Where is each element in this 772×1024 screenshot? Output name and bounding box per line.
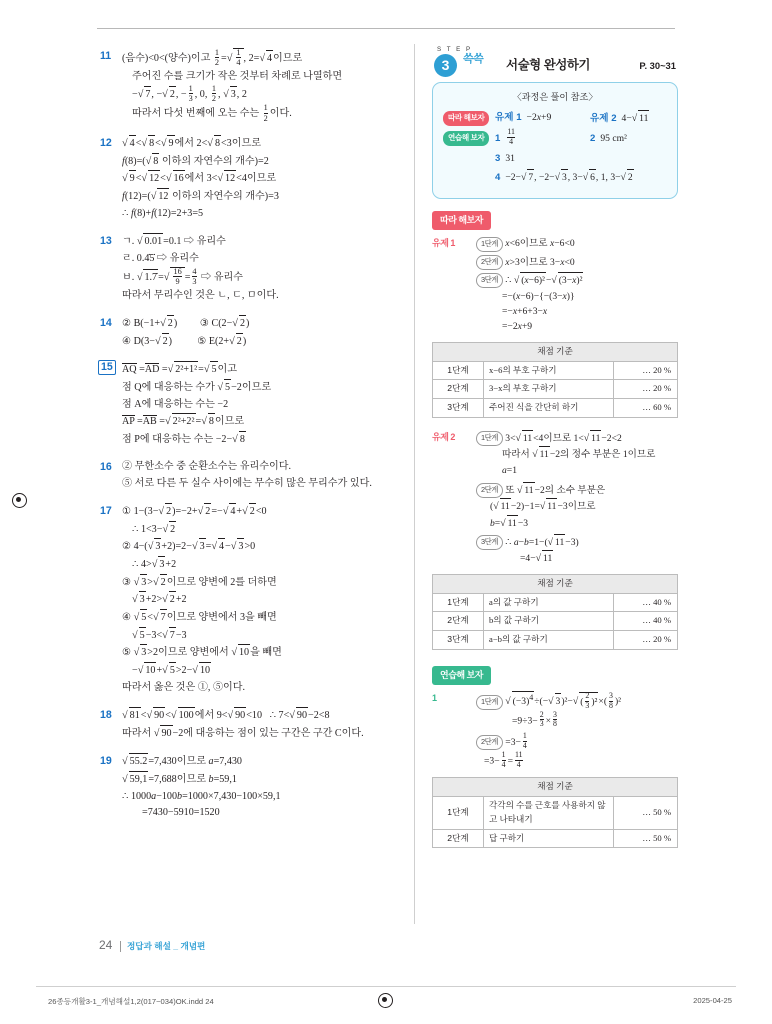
solution-line: − √ 7, − √ 2, − $\frac{1}{3}$ , 0, $\frac{1}{2}$ , √ 3, 2 <box>122 85 400 105</box>
solution-line: ∴ 1000a−100b=1000×7,430−100×59,1 <box>122 790 281 802</box>
rubric-pct: … 20 % <box>614 631 678 650</box>
step-block <box>432 482 678 532</box>
rubric-desc: 답 구하기 <box>484 829 614 848</box>
answer-value: 4−√ 11 <box>622 113 650 124</box>
rubric-desc: a−b의 값 구하기 <box>484 631 614 650</box>
rubric-step: 2단계 <box>433 380 484 399</box>
step-block <box>432 272 678 335</box>
table-row <box>433 399 678 418</box>
rubric-pct: … 50 % <box>614 829 678 848</box>
problem-header <box>432 236 678 251</box>
solution-line: √ 59,1=7,688이므로 b=59,1 <box>122 771 400 789</box>
step-line: =9÷3− $\frac{2}{3}$ × $\frac{3}{8}$ <box>512 709 557 729</box>
rubric-pct: … 40 % <box>614 612 678 631</box>
answer-number: 4 <box>495 172 501 184</box>
table-row <box>433 593 678 612</box>
answer-number: 1 <box>495 132 501 144</box>
step-chip: 1단계 <box>476 431 503 446</box>
solution-line: √ 5−3< √ 7−3 <box>122 627 400 645</box>
solution-line: ⑤ √ 3>2이므로 양변에서 √ 10을 빼면 <box>122 644 400 662</box>
step-chip: 2단계 <box>476 483 503 498</box>
solution-line: ② B(−1+ √ 2) ③ C(2− √ 2) <box>122 315 400 333</box>
step-line: x>3이므로 3−x<0 <box>505 256 575 268</box>
rubric-pct: … 60 % <box>614 399 678 418</box>
section-label-practice: 연습해 보자 <box>432 666 491 685</box>
solution-line: 점 P에 대응하는 수는 −2− √ 8 <box>122 431 400 449</box>
solution-line: √ 9< √ 12< √ 16에서 3< √ 12<4이므로 <box>122 170 400 188</box>
item-number: 11 <box>100 50 112 62</box>
rubric-step: 3단계 <box>433 631 484 650</box>
table-row <box>433 380 678 399</box>
solution-line: ㄱ. √ 0.01=0.1 ⇨ 유리수 <box>122 233 400 251</box>
answer-value: $\frac{11}{4}$ <box>507 127 515 147</box>
solution-line: (음수)<0<(양수)이고 $\frac{1}{2}$ =√ $\frac{1}{4}$ , 2= √ 4이므로 <box>122 48 400 69</box>
rubric-header: 채점 기준 <box>433 574 678 593</box>
item-number: 19 <box>100 755 112 768</box>
answer-value: 95 cm² <box>600 133 627 145</box>
top-rule <box>97 28 675 29</box>
section-label-follow: 따라 해보자 <box>432 211 491 230</box>
problem-key: 유제 2 <box>432 431 455 442</box>
rubric-header-row <box>433 574 678 593</box>
tag-practice: 연습해 보자 <box>443 131 489 146</box>
step-line: a=1 <box>502 465 518 477</box>
answer-summary-box <box>432 82 678 199</box>
answer-number: 2 <box>590 133 596 145</box>
problem-header <box>432 430 678 479</box>
step-chip: 3단계 <box>476 535 503 550</box>
tag-follow: 따라 해보자 <box>443 111 489 126</box>
solution-line: ∴ 1<3− √ 2 <box>122 521 400 539</box>
problem-key: 유제 1 <box>432 238 455 249</box>
answer-caption: 〈과정은 풀이 참조〉 <box>512 92 598 102</box>
rubric-table <box>432 574 678 650</box>
step-block <box>432 255 678 270</box>
solution-line: 따라서 옳은 것은 ①, ⑤이다. <box>122 681 246 693</box>
step-line: =−(x−6)−{−(3−x)} <box>502 290 575 302</box>
rubric-header: 채점 기준 <box>433 778 678 797</box>
solution-line: ④ D(3− √ 2) ⑤ E(2+ √ 2) <box>122 333 400 351</box>
table-row <box>433 797 678 830</box>
solution-line: √ 55.2=7,430이므로 a=7,430 <box>122 753 400 771</box>
rubric-desc: 각각의 수를 근호를 사용하지 않고 나타내기 <box>484 797 614 830</box>
rubric-table <box>432 342 678 418</box>
step-page-ref: P. 30~31 <box>639 60 676 71</box>
solution-line: ② 무한소수 중 순환소수는 유리수이다. <box>122 461 291 473</box>
solution-line: ② 4−( √ 3+2)=2− √ 3= √ 4− √ 3>0 <box>122 538 400 556</box>
rubric-step: 3단계 <box>433 399 484 418</box>
table-row <box>433 612 678 631</box>
problem-header <box>432 691 678 730</box>
solution-line: √ 4< √ 8< √ 9에서 2< √ 8<3이므로 <box>122 135 400 153</box>
answer-row-follow <box>443 110 667 127</box>
step-chip: 2단계 <box>476 255 503 270</box>
page-number: 24 <box>99 938 113 952</box>
print-file-name: 26종등개활3-1_개념해설1,2(017~034)OK.indd 24 <box>48 997 214 1006</box>
step-chip: 1단계 <box>476 695 503 710</box>
solution-line: 따라서 무리수인 것은 ㄴ, ㄷ, ㅁ이다. <box>122 289 279 301</box>
solution-item <box>100 707 400 742</box>
step-korean-mark: 쓱쓱 <box>463 53 484 65</box>
page-number-divider <box>120 941 121 952</box>
answer-number: 3 <box>495 153 501 165</box>
rubric-desc: 3−x의 부호 구하기 <box>484 380 614 399</box>
item-number: 15 <box>98 360 116 375</box>
item-number: 13 <box>100 234 112 247</box>
step-block <box>432 733 678 770</box>
answer-row-practice-1 <box>443 129 667 148</box>
rubric-pct: … 40 % <box>614 593 678 612</box>
solution-line: ∴ 4> √ 3+2 <box>122 556 400 574</box>
step-line: =4− √ 11 <box>476 550 678 567</box>
problem-block <box>432 430 678 650</box>
rubric-header-row <box>433 342 678 361</box>
rubric-step: 2단계 <box>433 612 484 631</box>
solution-item <box>100 233 400 304</box>
solution-line: =7430−5910=1520 <box>142 807 220 819</box>
step-number-badge: 3 <box>434 54 457 77</box>
solution-item <box>100 753 400 821</box>
step-line: 따라서 √ 11−2의 정수 부분은 1이므로 <box>476 446 678 463</box>
step-header <box>432 46 678 80</box>
problem-key: 1 <box>432 693 437 704</box>
item-number: 18 <box>100 708 112 721</box>
answer-value: 31 <box>505 153 515 165</box>
answer-row-practice-3 <box>443 169 667 186</box>
step-line: =3− $\frac{1}{4}$ = $\frac{11}{4}$ <box>484 749 523 769</box>
solution-line: 점 A에 대응하는 수는 −2 <box>122 398 229 410</box>
solution-line: ① 1−(3− √ 2)=−2+ √ 2=− √ 4+ √ 2<0 <box>122 503 400 521</box>
registration-mark-left <box>12 493 27 508</box>
solution-item <box>100 135 400 222</box>
item-number: 14 <box>100 316 112 329</box>
solution-line: f(8)=( √ 8 이하의 자연수의 개수)=2 <box>122 153 400 171</box>
step-word: S T E P <box>437 46 473 53</box>
step-line: ( √ 11−2)−1= √ 11−3이므로 <box>476 498 678 515</box>
rubric-header-row <box>433 778 678 797</box>
step-line: x<6이므로 x−6<0 <box>505 238 575 250</box>
step-chip: 2단계 <box>476 735 503 750</box>
solution-item <box>100 361 400 448</box>
rubric-pct: … 20 % <box>614 361 678 380</box>
solution-line: AQ =AD = √ 2²+1²= √ 5이고 <box>122 361 400 379</box>
column-divider <box>414 44 415 924</box>
step-line: 3< √ 11<4이므로 1< √ 11−2<2 <box>505 433 622 444</box>
solution-item <box>100 503 400 696</box>
solution-line: √ 81< √ 90< √ 100에서 9< √ 90<10 ∴ 7< √ 90−2<8 <box>122 707 400 725</box>
solution-line: 따라서 다섯 번째에 오는 수는 $\frac{1}{2}$ 이다. <box>132 103 292 123</box>
item-number: 12 <box>100 136 112 149</box>
solution-item <box>100 48 400 124</box>
solution-item <box>100 459 400 492</box>
answer-label: 유제 1 <box>495 112 522 124</box>
left-column <box>100 48 400 832</box>
step-line: √ $(-3)^4\div(-$ √ 3)²−√ ( $\frac{2}{3}$ )²×( $\frac{3}{8}$ )² <box>505 696 621 707</box>
page-footer-label: 정답과 해설 _ 개념편 <box>127 941 206 951</box>
rubric-pct: … 20 % <box>614 380 678 399</box>
solution-line: √ 3+2> √ 2+2 <box>122 591 400 609</box>
step-title: 서술형 완성하기 <box>506 58 590 72</box>
solution-line: ⑤ 서로 다른 두 실수 사이에는 무수히 많은 무리수가 있다. <box>122 477 372 489</box>
footer-rule <box>36 986 736 987</box>
step-block <box>432 534 678 567</box>
step-line: =3− $\frac{1}{4}$ <box>505 731 527 751</box>
table-row <box>433 829 678 848</box>
step-line: ∴ a−b=1−( √ 11−3) <box>505 537 578 548</box>
rubric-table <box>432 777 678 848</box>
rubric-header: 채점 기준 <box>433 342 678 361</box>
solution-line: ㄹ. 0.4̇5̇ ⇨ 유리수 <box>122 252 199 264</box>
rubric-desc: 주어진 식을 간단히 하기 <box>484 399 614 418</box>
answer-value: −2x+9 <box>526 112 552 124</box>
print-date: 2025-04-25 <box>693 996 732 1005</box>
right-column <box>432 46 678 852</box>
rubric-step: 1단계 <box>433 797 484 830</box>
item-number: 17 <box>100 504 112 517</box>
rubric-step: 2단계 <box>433 829 484 848</box>
solution-line: f(12)=( √ 12 이하의 자연수의 개수)=3 <box>122 188 400 206</box>
step-line: ∴ √ (x−6)²− √ (3−x)² <box>505 275 583 286</box>
rubric-step: 1단계 <box>433 593 484 612</box>
rubric-desc: x−6의 부호 구하기 <box>484 361 614 380</box>
item-number: 16 <box>100 461 112 474</box>
answer-row-practice-2 <box>443 151 667 166</box>
solution-line: ㅂ. √ 1.7̇=√ $\frac{16}{9}$ = $\frac{4}{3}$ ⇨ 유리수 <box>122 267 400 288</box>
step-chip: 1단계 <box>476 237 503 252</box>
answer-label: 유제 2 <box>590 112 617 124</box>
registration-mark-bottom <box>378 993 393 1008</box>
solution-line: 따라서 √ 90−2에 대응하는 점이 있는 구간은 구간 C이다. <box>122 725 400 743</box>
problem-block <box>432 236 678 417</box>
solution-line: ∴ f(8)+f(12)=2+3=5 <box>122 207 204 219</box>
solution-line: ③ √ 3> √ 2이므로 양변에 2를 더하면 <box>122 574 400 592</box>
step-line: =−2x+9 <box>502 321 533 333</box>
solution-line: AP =AB = √ 2²+2²= √ 8이므로 <box>122 413 400 431</box>
step-line: =−x+6+3−x <box>502 306 548 318</box>
problem-block <box>432 691 678 848</box>
rubric-pct: … 50 % <box>614 797 678 830</box>
rubric-step: 1단계 <box>433 361 484 380</box>
step-line: 또 √ 11−2의 소수 부분은 <box>505 485 605 496</box>
solution-line: − √ 10+ √ 5>2− √ 10 <box>122 662 400 680</box>
solution-line: ④ √ 5< √ 7이므로 양변에서 3을 빼면 <box>122 609 400 627</box>
table-row <box>433 631 678 650</box>
table-row <box>433 361 678 380</box>
solution-line: 점 Q에 대응하는 수가 √ 5−2이므로 <box>122 379 400 397</box>
step-line: b= √ 11−3 <box>476 515 678 532</box>
rubric-desc: a의 값 구하기 <box>484 593 614 612</box>
rubric-desc: b의 값 구하기 <box>484 612 614 631</box>
answer-value: −2− √ 7, −2− √ 3, 3− √ 6, 1, 3− √ 2 <box>505 172 633 183</box>
solution-item <box>100 315 400 350</box>
step-chip: 3단계 <box>476 273 503 288</box>
solution-line: 주어진 수를 크기가 작은 것부터 차례로 나열하면 <box>132 70 343 82</box>
